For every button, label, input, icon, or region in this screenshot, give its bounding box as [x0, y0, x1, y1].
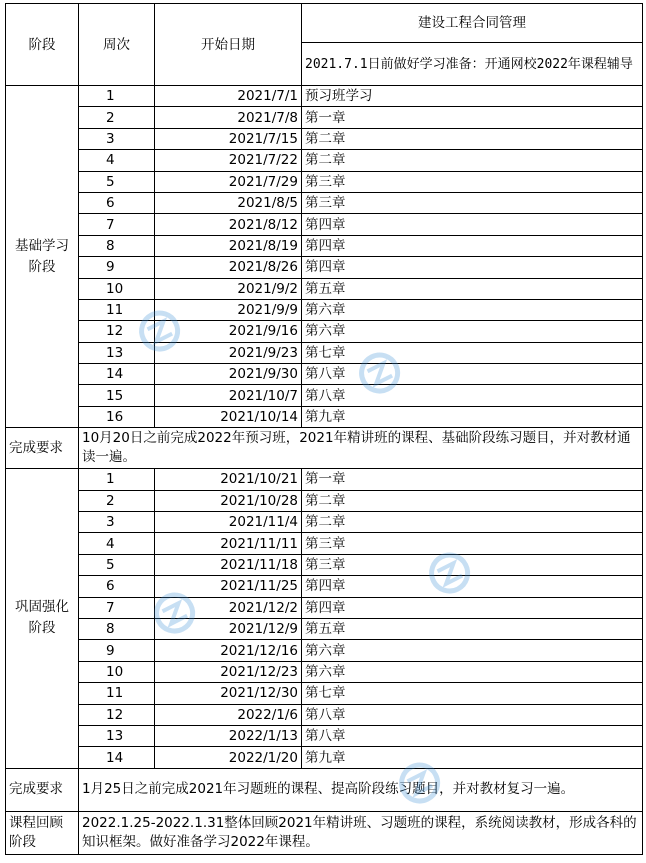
schedule-row — [6, 342, 643, 363]
chapter-cell: 第八章 — [302, 704, 643, 725]
week-number: 13 — [79, 725, 155, 746]
schedule-row — [6, 278, 643, 299]
week-number: 14 — [79, 364, 155, 385]
chapter-cell: 第八章 — [302, 364, 643, 385]
schedule-row — [6, 150, 643, 171]
chapter-cell: 第九章 — [302, 406, 643, 427]
start-date: 2021/9/16 — [155, 321, 302, 342]
schedule-row — [6, 214, 643, 235]
chapter-cell: 第六章 — [302, 321, 643, 342]
schedule-row — [6, 725, 643, 746]
schedule-row — [6, 171, 643, 192]
chapter-cell: 第四章 — [302, 576, 643, 597]
start-date: 2021/12/9 — [155, 618, 302, 639]
schedule-row — [6, 618, 643, 639]
chapter-cell: 第六章 — [302, 640, 643, 661]
schedule-row — [6, 554, 643, 575]
schedule-row — [6, 512, 643, 533]
preparation-note-text: 2021.7.1日前做好学习准备：开通网校2022年课程辅导 — [305, 56, 633, 72]
week-number: 10 — [79, 278, 155, 299]
start-date: 2021/12/16 — [155, 640, 302, 661]
week-number: 2 — [79, 107, 155, 128]
week-number: 7 — [79, 597, 155, 618]
chapter-cell: 第三章 — [302, 192, 643, 213]
chapter-cell: 第三章 — [302, 554, 643, 575]
week-number: 4 — [79, 150, 155, 171]
start-date: 2021/7/8 — [155, 107, 302, 128]
week-number: 1 — [79, 469, 155, 490]
start-date: 2021/12/30 — [155, 683, 302, 704]
stage-label: 巩固强化阶段 — [6, 469, 79, 768]
week-number: 5 — [79, 554, 155, 575]
start-date: 2021/8/5 — [155, 192, 302, 213]
start-date: 2021/8/26 — [155, 257, 302, 278]
preparation-note — [302, 43, 643, 86]
schedule-row — [6, 640, 643, 661]
start-date: 2021/7/15 — [155, 128, 302, 149]
chapter-cell: 第二章 — [302, 490, 643, 511]
chapter-cell: 第八章 — [302, 385, 643, 406]
schedule-row — [6, 192, 643, 213]
schedule-row — [6, 321, 643, 342]
start-date: 2021/10/14 — [155, 406, 302, 427]
schedule-row — [6, 533, 643, 554]
schedule-row — [6, 385, 643, 406]
chapter-cell: 第一章 — [302, 469, 643, 490]
schedule-row — [6, 364, 643, 385]
schedule-row — [6, 235, 643, 256]
start-date: 2021/8/19 — [155, 235, 302, 256]
week-number: 11 — [79, 299, 155, 320]
start-date: 2021/11/4 — [155, 512, 302, 533]
week-header: 周次 — [79, 4, 155, 86]
week-number: 4 — [79, 533, 155, 554]
schedule-row — [6, 747, 643, 768]
week-number: 10 — [79, 661, 155, 682]
start-date: 2021/8/12 — [155, 214, 302, 235]
requirement-row — [6, 428, 643, 469]
start-date: 2022/1/20 — [155, 747, 302, 768]
chapter-cell: 第七章 — [302, 683, 643, 704]
requirement-text: 1月25日之前完成2021年习题班的课程、提高阶段练习题目，并对教材复习一遍。 — [79, 768, 643, 811]
chapter-cell: 第三章 — [302, 533, 643, 554]
subject-title: 建设工程合同管理 — [302, 4, 643, 43]
start-date: 2021/11/11 — [155, 533, 302, 554]
requirement-text: 10月20日之前完成2022年预习班，2021年精讲班的课程、基础阶段练习题目，并对教材通读一遍。 — [79, 428, 643, 469]
chapter-cell: 第二章 — [302, 128, 643, 149]
start-date: 2021/11/25 — [155, 576, 302, 597]
week-number: 1 — [79, 86, 155, 107]
schedule-row — [6, 704, 643, 725]
stage-header: 阶段 — [6, 4, 79, 86]
schedule-row — [6, 299, 643, 320]
start-date: 2022/1/6 — [155, 704, 302, 725]
schedule-row — [6, 683, 643, 704]
start-date: 2021/9/30 — [155, 364, 302, 385]
start-date: 2021/9/23 — [155, 342, 302, 363]
schedule-row — [6, 576, 643, 597]
chapter-cell: 第五章 — [302, 278, 643, 299]
week-number: 2 — [79, 490, 155, 511]
start-date: 2021/9/2 — [155, 278, 302, 299]
schedule-row — [6, 257, 643, 278]
chapter-cell: 第四章 — [302, 597, 643, 618]
start-date: 2021/7/29 — [155, 171, 302, 192]
requirement-label: 完成要求 — [6, 428, 79, 469]
header-row — [6, 4, 643, 43]
start-date: 2021/9/9 — [155, 299, 302, 320]
date-header: 开始日期 — [155, 4, 302, 86]
schedule-row — [6, 469, 643, 490]
week-number: 15 — [79, 385, 155, 406]
week-number: 5 — [79, 171, 155, 192]
stage-label: 基础学习阶段 — [6, 86, 79, 428]
week-number: 16 — [79, 406, 155, 427]
chapter-cell: 第三章 — [302, 171, 643, 192]
requirement-label: 完成要求 — [6, 768, 79, 811]
week-number: 7 — [79, 214, 155, 235]
week-number: 3 — [79, 512, 155, 533]
week-number: 6 — [79, 192, 155, 213]
schedule-row — [6, 86, 643, 107]
week-number: 9 — [79, 640, 155, 661]
week-number: 8 — [79, 618, 155, 639]
study-plan-table — [5, 3, 643, 855]
chapter-cell: 第五章 — [302, 618, 643, 639]
chapter-cell: 第六章 — [302, 661, 643, 682]
week-number: 3 — [79, 128, 155, 149]
schedule-row — [6, 128, 643, 149]
chapter-cell: 第四章 — [302, 235, 643, 256]
chapter-cell: 第四章 — [302, 257, 643, 278]
start-date: 2021/12/23 — [155, 661, 302, 682]
requirement-row — [6, 768, 643, 811]
start-date: 2022/1/13 — [155, 725, 302, 746]
week-number: 9 — [79, 257, 155, 278]
chapter-cell: 第六章 — [302, 299, 643, 320]
chapter-cell: 预习班学习 — [302, 86, 643, 107]
start-date: 2021/7/22 — [155, 150, 302, 171]
start-date: 2021/10/7 — [155, 385, 302, 406]
schedule-row — [6, 107, 643, 128]
schedule-row — [6, 406, 643, 427]
start-date: 2021/10/28 — [155, 490, 302, 511]
week-number: 8 — [79, 235, 155, 256]
schedule-row — [6, 597, 643, 618]
chapter-cell: 第四章 — [302, 214, 643, 235]
start-date: 2021/11/18 — [155, 554, 302, 575]
start-date: 2021/10/21 — [155, 469, 302, 490]
week-number: 13 — [79, 342, 155, 363]
chapter-cell: 第二章 — [302, 150, 643, 171]
week-number: 14 — [79, 747, 155, 768]
schedule-row — [6, 490, 643, 511]
week-number: 6 — [79, 576, 155, 597]
start-date: 2021/7/1 — [155, 86, 302, 107]
review-stage-label: 课程回顾阶段 — [6, 811, 79, 854]
week-number: 12 — [79, 321, 155, 342]
week-number: 11 — [79, 683, 155, 704]
chapter-cell: 第二章 — [302, 512, 643, 533]
review-text: 2022.1.25-2022.1.31整体回顾2021年精讲班、习题班的课程，系统阅读教材，形成各科的知识框架。做好准备学习2022年课程。 — [79, 811, 643, 854]
week-number: 12 — [79, 704, 155, 725]
schedule-row — [6, 661, 643, 682]
chapter-cell: 第九章 — [302, 747, 643, 768]
chapter-cell: 第八章 — [302, 725, 643, 746]
review-row — [6, 811, 643, 854]
start-date: 2021/12/2 — [155, 597, 302, 618]
chapter-cell: 第七章 — [302, 342, 643, 363]
chapter-cell: 第一章 — [302, 107, 643, 128]
